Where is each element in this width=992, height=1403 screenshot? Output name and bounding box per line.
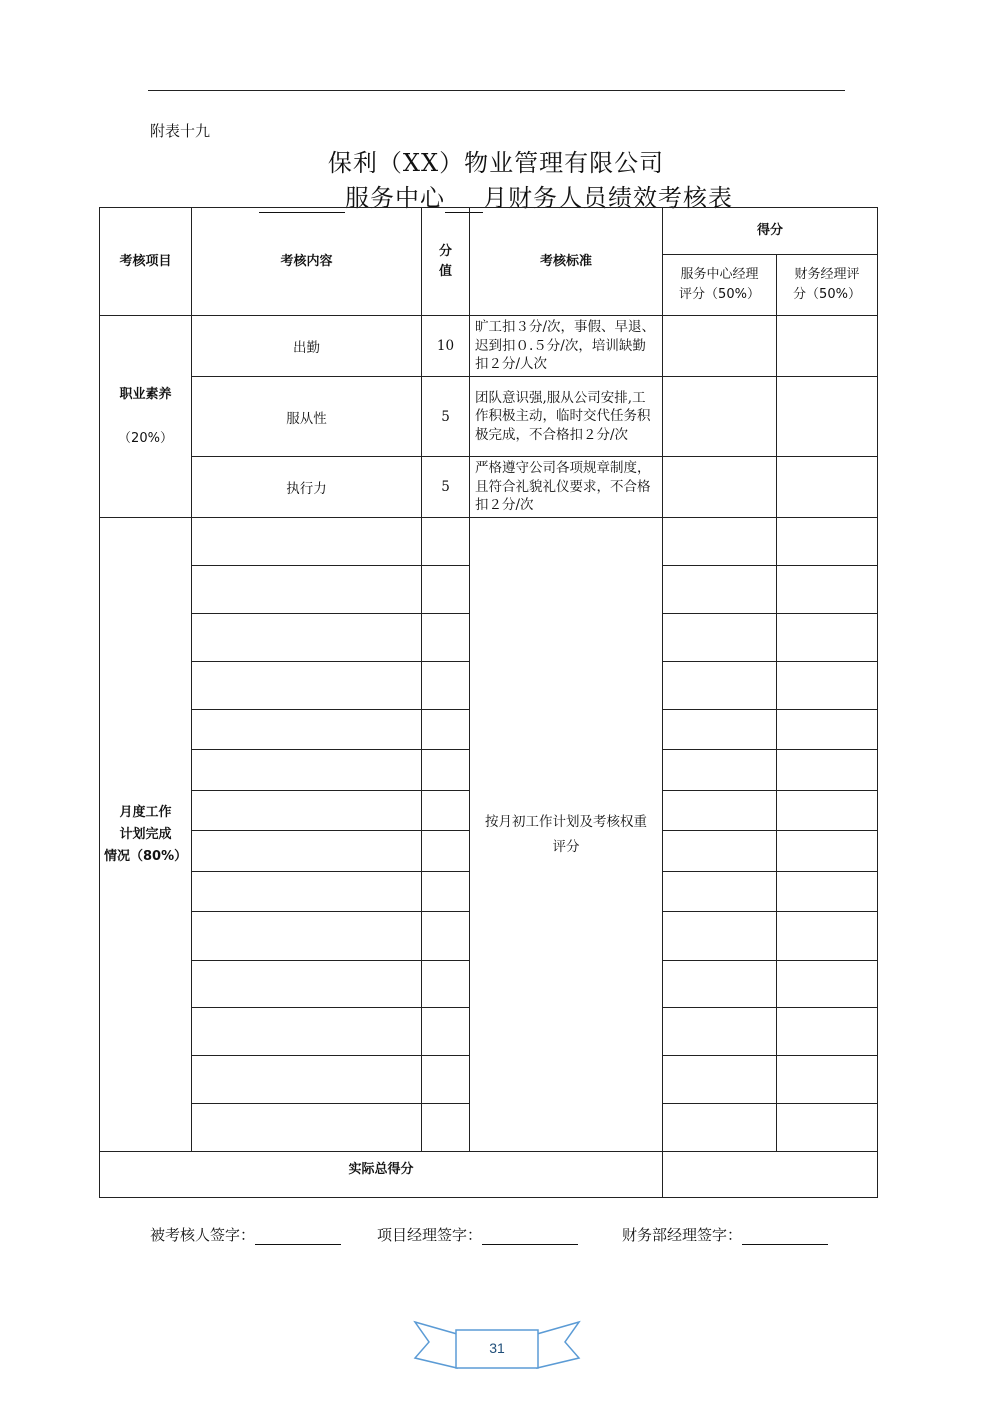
center-manager-score-cell[interactable] (663, 912, 777, 961)
form-title-part2: 月财务人员绩效考核表 (483, 184, 733, 212)
finance-manager-score-cell[interactable] (777, 377, 878, 457)
value-cell[interactable] (422, 710, 470, 750)
finance-manager-score-cell[interactable] (777, 1056, 878, 1104)
finance-manager-score-cell[interactable] (777, 457, 878, 518)
center-manager-score-cell[interactable] (663, 457, 777, 518)
value-cell[interactable] (422, 1008, 470, 1056)
content-cell[interactable] (192, 1008, 422, 1056)
center-manager-score-cell[interactable] (663, 710, 777, 750)
center-manager-score-cell[interactable] (663, 1104, 777, 1152)
appraisee-signature-label: 被考核人签字： (150, 1226, 256, 1244)
finance-manager-score-cell[interactable] (777, 791, 878, 831)
center-manager-score-cell[interactable] (663, 791, 777, 831)
finance-manager-score-cell[interactable] (777, 662, 878, 710)
center-manager-score-cell[interactable] (663, 1008, 777, 1056)
table-row (100, 316, 878, 377)
content-cell[interactable] (192, 518, 422, 566)
finance-manager-score-cell[interactable] (777, 710, 878, 750)
appendix-label: 附表十九 (150, 122, 211, 140)
standard-cell: 团队意识强,服从公司安排,工作积极主动，临时交代任务积极完成，不合格扣２分/次 (470, 377, 663, 457)
value-cell[interactable] (422, 750, 470, 791)
table-row (100, 457, 878, 518)
finance-manager-score-cell[interactable] (777, 912, 878, 961)
monthly-plan-standard: 按月初工作计划及考核权重评分 (470, 518, 663, 1152)
finance-manager-score-cell[interactable] (777, 316, 878, 377)
content-cell[interactable] (192, 662, 422, 710)
standard-cell: 旷工扣３分/次，事假、早退、迟到扣０.５分/次，培训缺勤扣２分/人次 (470, 316, 663, 377)
header-center-manager: 服务中心经理 评分（50%） (663, 255, 777, 316)
value-cell[interactable] (422, 566, 470, 614)
value-cell[interactable] (422, 912, 470, 961)
header-rule (148, 90, 845, 91)
total-label: 实际总得分 (100, 1152, 663, 1198)
header-content: 考核内容 (192, 208, 422, 316)
center-manager-score-cell[interactable] (663, 961, 777, 1008)
center-manager-score-cell[interactable] (663, 316, 777, 377)
company-title: 保利（XX）物业管理有限公司 (327, 149, 665, 177)
value-cell[interactable] (422, 831, 470, 872)
finance-manager-score-cell[interactable] (777, 750, 878, 791)
center-manager-score-cell[interactable] (663, 518, 777, 566)
content-cell[interactable] (192, 566, 422, 614)
center-manager-score-cell[interactable] (663, 1056, 777, 1104)
value-cell[interactable] (422, 614, 470, 662)
value-cell[interactable] (422, 1056, 470, 1104)
value-cell: 10 (422, 316, 470, 377)
value-cell[interactable] (422, 662, 470, 710)
appraisee-signature (150, 1224, 341, 1245)
finance-manager-score-cell[interactable] (777, 831, 878, 872)
content-cell[interactable] (192, 831, 422, 872)
category-monthly-plan: 月度工作 计划完成 情况（80%） (100, 518, 192, 1152)
center-manager-score-cell[interactable] (663, 662, 777, 710)
value-cell: 5 (422, 377, 470, 457)
content-cell: 出勤 (192, 316, 422, 377)
finance-manager-score-cell[interactable] (777, 1104, 878, 1152)
form-title-part1: 服务中心 (345, 184, 445, 212)
finance-manager-score-cell[interactable] (777, 872, 878, 912)
category-professionalism: 职业素养 （20%） (100, 316, 192, 518)
finance-manager-score-cell[interactable] (777, 614, 878, 662)
center-manager-score-cell[interactable] (663, 750, 777, 791)
content-cell[interactable] (192, 710, 422, 750)
content-cell: 执行力 (192, 457, 422, 518)
evaluation-table (99, 207, 878, 1198)
finance-manager-score-cell[interactable] (777, 1008, 878, 1056)
center-manager-score-cell[interactable] (663, 872, 777, 912)
content-cell[interactable] (192, 750, 422, 791)
value-cell[interactable] (422, 961, 470, 1008)
value-cell: 5 (422, 457, 470, 518)
table-row (100, 518, 878, 566)
finance-manager-score-cell[interactable] (777, 566, 878, 614)
header-score: 得分 (663, 208, 878, 255)
content-cell[interactable] (192, 961, 422, 1008)
center-manager-score-cell[interactable] (663, 566, 777, 614)
total-score-cell[interactable] (663, 1152, 878, 1198)
content-cell: 服从性 (192, 377, 422, 457)
project-manager-signature-line[interactable] (482, 1228, 578, 1245)
header-standard: 考核标准 (470, 208, 663, 316)
appraisee-signature-line[interactable] (255, 1228, 341, 1245)
content-cell[interactable] (192, 872, 422, 912)
page-number: 31 (489, 1340, 505, 1356)
center-manager-score-cell[interactable] (663, 831, 777, 872)
header-finance-manager: 财务经理评 分（50%） (777, 255, 878, 316)
value-cell[interactable] (422, 518, 470, 566)
finance-manager-signature (622, 1224, 828, 1245)
center-manager-score-cell[interactable] (663, 377, 777, 457)
content-cell[interactable] (192, 614, 422, 662)
header-score-value: 分 值 (422, 208, 470, 316)
project-manager-signature (377, 1224, 578, 1245)
table-row (100, 377, 878, 457)
finance-manager-score-cell[interactable] (777, 961, 878, 1008)
project-manager-signature-label: 项目经理签字： (377, 1226, 483, 1244)
value-cell[interactable] (422, 791, 470, 831)
finance-manager-signature-line[interactable] (742, 1228, 828, 1245)
finance-manager-signature-label: 财务部经理签字： (622, 1226, 743, 1244)
content-cell[interactable] (192, 1056, 422, 1104)
total-row (100, 1152, 878, 1198)
content-cell[interactable] (192, 912, 422, 961)
value-cell[interactable] (422, 1104, 470, 1152)
header-item: 考核项目 (100, 208, 192, 316)
value-cell[interactable] (422, 872, 470, 912)
content-cell[interactable] (192, 1104, 422, 1152)
finance-manager-score-cell[interactable] (777, 518, 878, 566)
center-manager-score-cell[interactable] (663, 614, 777, 662)
content-cell[interactable] (192, 791, 422, 831)
standard-cell: 严格遵守公司各项规章制度，且符合礼貌礼仪要求，不合格扣２分/次 (470, 457, 663, 518)
